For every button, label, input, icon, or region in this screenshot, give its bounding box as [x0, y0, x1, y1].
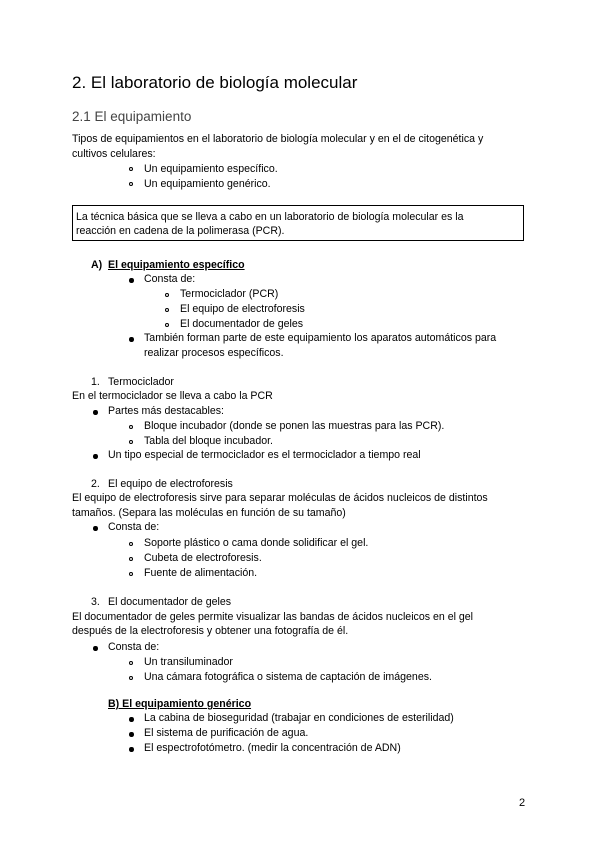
section-a-label: A) — [91, 259, 103, 271]
bullet-icon — [129, 337, 134, 342]
bullet-icon — [93, 410, 98, 415]
list-item: El sistema de purificación de agua. — [144, 727, 309, 739]
circle-bullet-icon — [129, 557, 133, 561]
circle-bullet-icon — [165, 308, 169, 312]
paragraph: tamaños. (Separa las moléculas en función de su tamaño) — [72, 507, 346, 519]
bullet-icon — [129, 278, 134, 283]
list-item: Cubeta de electroforesis. — [144, 552, 262, 564]
list-item: Termociclador (PCR) — [180, 288, 279, 300]
bullet-icon — [93, 526, 98, 531]
paragraph: después de la electroforesis y obtener una fotografía de él. — [72, 625, 349, 637]
bullet-icon — [129, 732, 134, 737]
circle-bullet-icon — [129, 425, 133, 429]
section-b-title: B) El equipamiento genérico — [108, 698, 252, 710]
list-item: Soporte plástico o cama donde solidificar el gel. — [144, 537, 369, 549]
list-item: Tabla del bloque incubador. — [144, 435, 273, 447]
page-number: 2 — [519, 797, 526, 809]
circle-bullet-icon — [129, 182, 133, 186]
circle-bullet-icon — [165, 323, 169, 327]
item-number: 2. — [91, 478, 100, 490]
list-item: Consta de: — [144, 273, 196, 285]
list-item: La cabina de bioseguridad (trabajar en condiciones de esterilidad) — [144, 712, 454, 724]
circle-bullet-icon — [129, 440, 133, 444]
item-number: 1. — [91, 376, 100, 388]
callout-line-1: La técnica básica que se lleva a cabo en un laboratorio de biología molecular es la — [76, 211, 464, 223]
list-item: Partes más destacables: — [108, 405, 224, 417]
list-item: Un tipo especial de termociclador es el termociclador a tiempo real — [108, 449, 421, 461]
section-subtitle: 2.1 El equipamiento — [72, 109, 192, 124]
bullet-icon — [129, 717, 134, 722]
list-item-continuation: realizar procesos específicos. — [144, 347, 284, 359]
circle-bullet-icon — [129, 572, 133, 576]
list-item: Un transiluminador — [144, 656, 233, 668]
list-item: Una cámara fotográfica o sistema de captación de imágenes. — [144, 671, 432, 683]
list-item: El espectrofotómetro. (medir la concentración de ADN) — [144, 742, 401, 754]
circle-bullet-icon — [165, 293, 169, 297]
callout-line-2: reacción en cadena de la polimerasa (PCR). — [76, 225, 285, 237]
list-item: Consta de: — [108, 521, 160, 533]
list-item: Bloque incubador (donde se ponen las muestras para las PCR). — [144, 420, 445, 432]
item-title: El equipo de electroforesis — [108, 478, 233, 490]
paragraph: El documentador de geles permite visualizar las bandas de ácidos nucleicos en el gel — [72, 611, 474, 623]
bullet-icon — [93, 646, 98, 651]
list-item: Fuente de alimentación. — [144, 567, 258, 579]
bullet-icon — [129, 747, 134, 752]
list-item: El documentador de geles — [180, 318, 304, 330]
item-number: 3. — [91, 596, 100, 608]
intro-line-1: Tipos de equipamientos en el laboratorio de biología molecular y en el de citogenética y — [72, 133, 484, 145]
circle-bullet-icon — [129, 676, 133, 680]
list-item: El equipo de electroforesis — [180, 303, 305, 315]
list-item: Consta de: — [108, 641, 160, 653]
paragraph: En el termociclador se lleva a cabo la PCR — [72, 390, 273, 402]
list-item: También forman parte de este equipamiento los aparatos automáticos para — [144, 332, 497, 344]
bullet-icon — [93, 454, 98, 459]
page-title: 2. El laboratorio de biología molecular — [72, 73, 358, 92]
list-item: Un equipamiento genérico. — [144, 178, 271, 190]
circle-bullet-icon — [129, 542, 133, 546]
intro-line-2: cultivos celulares: — [72, 148, 156, 160]
item-title: El documentador de geles — [108, 596, 232, 608]
section-a-title: El equipamiento específico — [108, 259, 245, 271]
circle-bullet-icon — [129, 167, 133, 171]
list-item: Un equipamiento específico. — [144, 163, 278, 175]
item-title: Termociclador — [108, 376, 174, 388]
circle-bullet-icon — [129, 661, 133, 665]
paragraph: El equipo de electroforesis sirve para separar moléculas de ácidos nucleicos de distintos — [72, 492, 488, 504]
